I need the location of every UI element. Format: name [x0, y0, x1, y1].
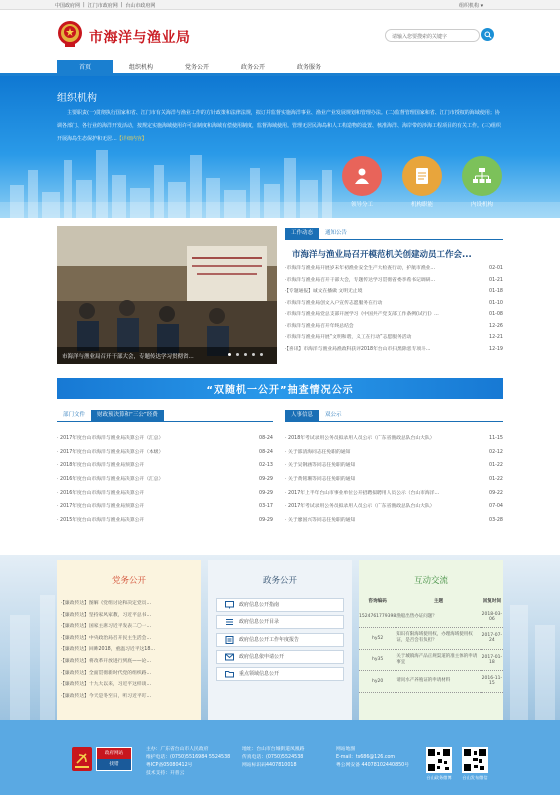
sitemap-link[interactable]: 网站地图	[336, 747, 356, 752]
org-dropdown[interactable]: 组织机构 ▾	[459, 3, 484, 9]
carousel-dot[interactable]	[252, 353, 255, 356]
nav-home[interactable]: 首页	[57, 60, 113, 76]
site-name: 市海洋与渔业局	[89, 30, 191, 46]
main-nav	[0, 60, 560, 76]
list-item[interactable]: ·【喜讯】市海洋与渔业局渔政科获评2018年台山市扫黑除恶专项斗... 12-19	[285, 346, 503, 352]
list-item[interactable]: ·【廉政传达】全面贯彻新时代党的组织路...	[61, 670, 152, 676]
gov-application-link[interactable]: 政府信息依申请公开	[216, 650, 344, 664]
list-item[interactable]: · 2018年度台山市海洋与渔业局预算公开 02-13	[57, 463, 273, 469]
search-icon	[484, 31, 492, 39]
list-item[interactable]: ·【廉政传达】图解《党组讨论和决定党员...	[61, 601, 152, 606]
gov-list	[216, 598, 344, 681]
party-emblem-icon	[72, 747, 92, 773]
folder-icon	[225, 670, 234, 678]
search-input[interactable]: 请输入您要搜索的关键字	[385, 29, 480, 42]
list-item[interactable]: ·市海洋与渔业局召开干部大会，专题传达学习贯彻省委李希书记调研... 01-21	[285, 277, 503, 283]
list-item[interactable]: · 2018年考试录用公务员拟录用人员公示（广东省渔政总队台山大队） 11-15	[285, 436, 503, 441]
list-item[interactable]: · 关于黄铭珊等同志任免职的通知 01-22	[285, 477, 503, 483]
tab-divider	[57, 421, 273, 422]
list-icon	[225, 618, 234, 626]
list-item[interactable]: · 2017年考试录用公务员拟录用人员公示（广东省渔政总队台山大队） 07-04	[285, 504, 503, 510]
list-item[interactable]: · 2016年度台山市海洋与渔业局决算公开 09-29	[57, 490, 273, 496]
list-item[interactable]: · 关于廖国兴等同志任免职的通知 03-28	[285, 518, 503, 524]
link-jiangmen-gov[interactable]: 江门市政府网	[87, 3, 118, 9]
monitor-icon	[225, 601, 234, 609]
gov-guide-link[interactable]: 政府信息公开指南	[216, 598, 344, 612]
qr-code-icon	[426, 747, 452, 773]
chevron-down-icon: ▾	[480, 3, 484, 9]
gov-annual-report-link[interactable]: 政府信息公开工作年度报告	[216, 633, 344, 647]
panel-title: 政务公开	[262, 576, 297, 586]
tab-notices[interactable]: 通知公告	[325, 230, 348, 236]
table-header	[359, 596, 503, 606]
news-tabs	[285, 228, 503, 240]
link-china-gov[interactable]: 中国政府网	[55, 3, 81, 9]
tab-divider	[285, 239, 503, 240]
list-item[interactable]: ·市海洋与渔业局开展“文明和谐，义工在行动”志愿服务活动 12-21	[285, 335, 503, 340]
top-bar	[0, 0, 560, 10]
col-header: 主题	[433, 599, 444, 604]
news-list	[285, 263, 503, 355]
random-inspection-banner[interactable]: “双随机一公开”抽查情况公示	[57, 378, 503, 399]
nav-organization[interactable]: 组织机构	[128, 64, 153, 71]
gov-key-areas-link[interactable]: 重点领域信息公开	[216, 667, 344, 681]
carousel-dot[interactable]	[244, 353, 247, 356]
footer	[0, 720, 560, 795]
circle-label: 机构职能	[410, 202, 433, 208]
party-affairs-panel	[57, 560, 201, 720]
org-hero	[0, 76, 560, 218]
footer-info-mid: 地址：台山市台城街道凤凰路 传真电话：(0750)5524538 网站标识码4407810018	[242, 747, 305, 768]
qr-code-icon	[462, 747, 488, 773]
leader-division-link[interactable]	[342, 156, 392, 208]
national-emblem-icon	[57, 20, 83, 48]
list-item[interactable]: ·【廉政传达】国家主席习近平发表二〇一...	[61, 624, 152, 630]
personnel-tabs	[285, 410, 503, 422]
carousel-dot[interactable]	[260, 353, 263, 356]
report-icon	[225, 636, 234, 644]
list-item[interactable]: ·【廉政传达】今天是冬至日，听习近平叮...	[61, 693, 152, 699]
consult-table	[359, 596, 503, 693]
news-headline[interactable]: 市海洋与渔业局召开模范机关创建动员工作会...	[292, 250, 472, 260]
list-item[interactable]: · 2017年度台山市海洋与渔业局预算公开 03-17	[57, 504, 273, 510]
list-item[interactable]: ·市海洋与渔业局开展岁末年初渔业安全生产大检查行动，护航市渔业... 02-01	[285, 266, 503, 271]
gov-links: 中国政府网 | 江门市政府网 | 台山市政府网	[55, 2, 156, 9]
mail-icon	[225, 653, 234, 661]
list-item[interactable]: · 2016年度台山市海洋与渔业局决算公开（汇总） 09-29	[57, 477, 273, 483]
list-item[interactable]: ·市海洋与渔业局党总支部开展学习《中国共产党支部工作条例(试行)》... 01-08	[285, 312, 503, 317]
col-header: 咨询编码	[368, 599, 387, 604]
list-item[interactable]: · 关于邵清海同志任免职的通知 02-12	[285, 449, 503, 455]
search-button[interactable]	[481, 28, 494, 41]
col-header: 回复时间	[482, 599, 502, 604]
list-item[interactable]: ·市海洋与渔业局召开年终总结会 12-26	[285, 323, 503, 329]
news-photo[interactable]	[57, 226, 277, 364]
table-row[interactable]: 1524761779398 渔船出售办证问题？ 2018-03-06	[359, 606, 503, 628]
link-taishan-gov[interactable]: 台山市政府网	[125, 3, 156, 9]
tab-work-news[interactable]: 工作动态	[285, 228, 319, 239]
tab-dept-docs[interactable]: 部门文件	[63, 412, 86, 418]
list-item[interactable]: · 2017年上半年台山市事业单位公开招聘拟聘用人员公示（台山市海洋... 09-22	[285, 490, 503, 496]
list-item[interactable]: · 2017年度台山市海洋与渔业局决算公开（汇总） 08-24	[57, 436, 273, 441]
footer-info-left: 主办：广东省台山市人民政府 维护电话：(0750)5516984 5524538 粤ICP备05080412号 技术支持：开普云	[146, 747, 231, 776]
gov-affairs-panel	[208, 560, 352, 720]
docs-tabs	[57, 410, 273, 422]
tab-budget[interactable]: 财政预决算和“三公”经费	[91, 410, 164, 421]
list-item[interactable]: ·【专题通报】诚文在播做 文明无止境 01-18	[285, 289, 503, 294]
party-list	[57, 598, 201, 702]
list-item[interactable]: ·【廉政传达】将改革开放进行到底——论...	[61, 658, 152, 664]
table-row[interactable]: hy35 关于城镇海产品正规渠道的准主体的申请事宜 2017-01-18	[359, 649, 503, 671]
nav-gov-affairs[interactable]: 政务公开	[240, 64, 265, 71]
list-item[interactable]: ·【廉政传达】坚持家风家教，习近平总书...	[61, 612, 152, 618]
list-item[interactable]: ·【廉政传达】回眸2018，重温习近平这18...	[61, 647, 155, 653]
photo-caption: 市海洋与渔业局召开干部大会，专题传达学习贯彻省...	[57, 347, 277, 364]
table-row[interactable]: hy20 请问水产养殖证的申请材料 2016-11-15	[359, 671, 503, 693]
tab-divider	[285, 421, 503, 422]
circle-label: 内设机构	[470, 202, 493, 208]
panel-title: 互动交流	[413, 576, 448, 586]
internal-org-link[interactable]	[462, 156, 512, 208]
org-chart-icon	[462, 156, 502, 196]
interaction-panel	[359, 560, 503, 720]
list-item[interactable]: · 关于吴钢涵等同志任免职的通知 01-22	[285, 463, 503, 469]
circle-label: 领导分工	[350, 202, 373, 208]
leader-icon	[342, 156, 382, 196]
list-item[interactable]: ·【廉政传达】十九大以来，习近平这样谈...	[61, 682, 152, 688]
tab-personnel[interactable]: 人事信息	[285, 410, 319, 421]
more-link[interactable]: 【详细内容】	[116, 136, 147, 142]
wechat-qr: 台山发布微信	[462, 747, 488, 781]
table-row[interactable]: hy52 知识有限海域使用权，办理海域使用权证，是否会有负担？ 2017-07-24	[359, 628, 503, 650]
carousel-dots	[228, 353, 263, 356]
gov-catalog-link[interactable]: 政府信息公开目录	[216, 615, 344, 629]
gov-site-error-badge[interactable]: 政府网站 找错	[96, 747, 132, 771]
hero-title: 组织机构	[57, 93, 97, 104]
personnel-list	[285, 432, 503, 528]
document-icon	[402, 156, 442, 196]
nav-gov-services[interactable]: 政务服务	[296, 64, 321, 71]
footer-info-right: 网站地图 E-mail：ts686@126.com 粤公网安备 44078102440850号	[336, 747, 410, 768]
carousel-dot[interactable]	[236, 353, 239, 356]
list-item[interactable]: · 2015年度台山市海洋与渔业局决算公开 09-29	[57, 518, 273, 524]
hero-body: 主要职责(一)贯彻执行国家和省、江门市有关海洋与渔业工作的方针政策和法律法规，拟订并监督实施海洋事业、渔业产业发展规划和管理办法。(二)监督管理国家和省、江门市授权的海域使用；协调各部门、各行业的海洋开发活动，按规定实施海域使用许可证制度和海域有偿使用制度，监督海域使用。管理无居民海岛和人工构造物的设置、核准海洋、海岸带的涉海工程项目的有关工作。(三)组织开展海岛生态保护和无居...【详细内容】	[57, 110, 501, 142]
nav-party-affairs[interactable]: 党务公开	[184, 64, 209, 71]
panel-title: 党务公开	[111, 576, 146, 586]
docs-list	[57, 432, 273, 528]
tab-double-publicity[interactable]: 双公示	[325, 412, 342, 418]
org-function-link[interactable]	[402, 156, 452, 208]
weibo-qr: 台山政务微博	[426, 747, 452, 781]
carousel-dot[interactable]	[228, 353, 231, 356]
list-item[interactable]: ·【廉政传达】中央政治局召开民主生活会...	[61, 635, 152, 641]
list-item[interactable]: ·市海洋与渔业局创文入户宣传志愿服务在行动 01-10	[285, 300, 503, 306]
list-item[interactable]: · 2017年度台山市海洋与渔业局决算公开（本级） 08-24	[57, 449, 273, 455]
